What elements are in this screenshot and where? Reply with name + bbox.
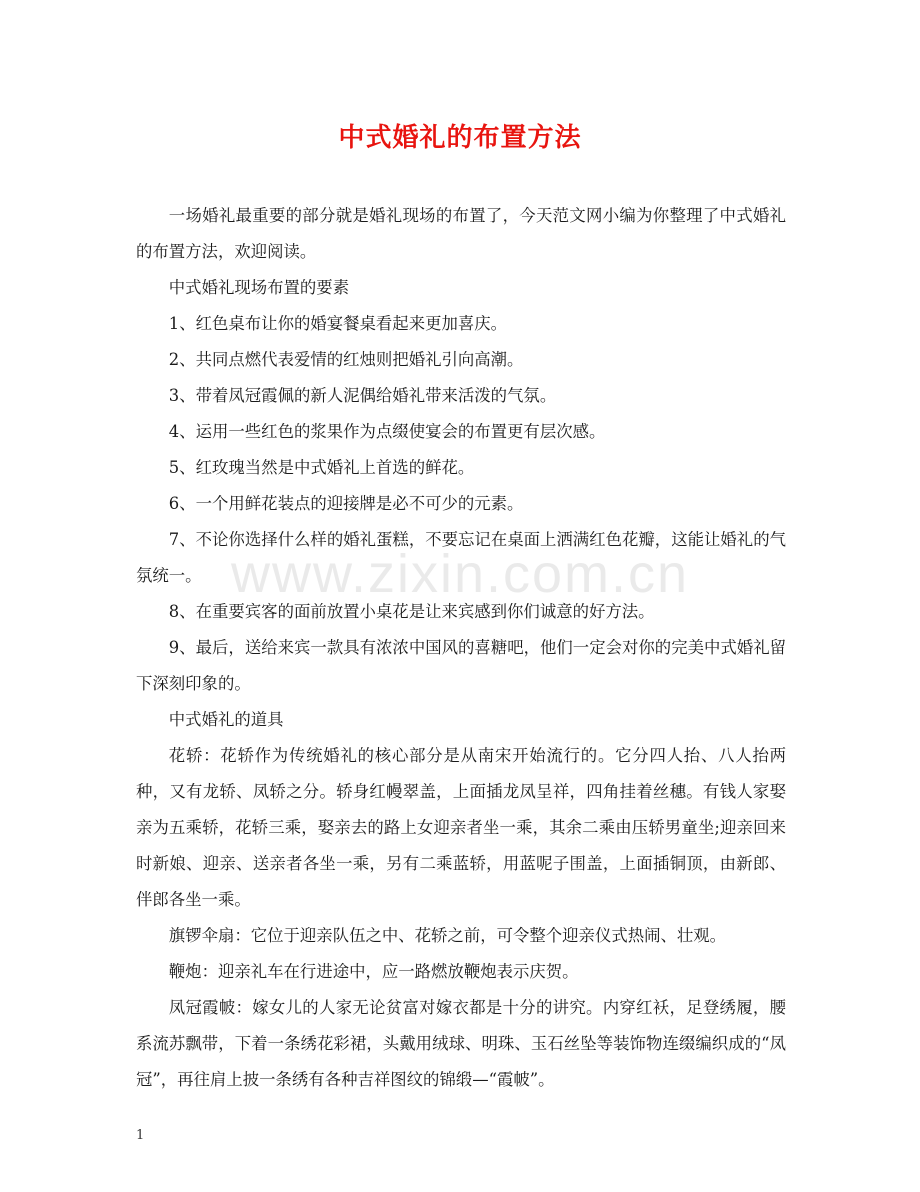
list-item: 7、不论你选择什么样的婚礼蛋糕，不要忘记在桌面上洒满红色花瓣，这能让婚礼的气氛统一。 [136, 530, 786, 585]
list-item: 3、带着凤冠霞佩的新人泥偶给婚礼带来活泼的气氛。 [168, 386, 557, 405]
paragraph-sedan-chair: 花轿：花轿作为传统婚礼的核心部分是从南宋开始流行的。它分四人抬、八人抬两种，又有龙轿、凤轿之分。轿身红幔翠盖，上面插龙凤呈祥，四角挂着丝穗。有钱人家娶亲为五乘轿，花轿三乘，娶亲去的路上女迎亲者坐一乘，其余二乘由压轿男童坐;迎亲回来时新娘、迎亲、送亲者各坐一乘，另有二乘蓝轿，用蓝呢子围盖，上面插铜顶，由新郎、伴郎各坐一乘。 [136, 746, 786, 909]
list-item: 8、在重要宾客的面前放置小桌花是让来宾感到你们诚意的好方法。 [168, 602, 655, 621]
section-heading-elements: 中式婚礼现场布置的要素 [168, 278, 350, 297]
list-item: 5、红玫瑰当然是中式婚礼上首选的鲜花。 [168, 458, 475, 477]
watermark: www.zixin.com.cn [230, 544, 690, 604]
list-item: 6、一个用鲜花装点的迎接牌是必不可少的元素。 [168, 494, 524, 513]
page-number: 1 [136, 1128, 145, 1143]
document-title: 中式婚礼的布置方法 [338, 123, 582, 153]
list-item: 9、最后，送给来宾一款具有浓浓中国风的喜糖吧，他们一定会对你的完美中式婚礼留下深刻印象的。 [136, 638, 786, 693]
document-body [136, 198, 786, 1098]
list-item: 4、运用一些红色的浆果作为点缀使宴会的布置更有层次感。 [168, 422, 606, 441]
paragraph-firecrackers: 鞭炮：迎亲礼车在行进途中，应一路燃放鞭炮表示庆贺。 [168, 962, 579, 981]
section-heading-props: 中式婚礼的道具 [168, 710, 284, 729]
paragraph-intro: 一场婚礼最重要的部分就是婚礼现场的布置了，今天范文网小编为你整理了中式婚礼的布置方法，欢迎阅读。 [136, 206, 786, 261]
paragraph-phoenix-crown: 凤冠霞帔：嫁女儿的人家无论贫富对嫁衣都是十分的讲究。内穿红袄，足登绣履，腰系流苏飘带，下着一条绣花彩裙，头戴用绒球、明珠、玉石丝坠等装饰物连缀编织成的“凤冠”，再往肩上披一条绣有各种吉祥图纹的锦缎—“霞帔”。 [136, 998, 786, 1089]
list-item: 1、红色桌布让你的婚宴餐桌看起来更加喜庆。 [168, 314, 508, 333]
paragraph-flags-gongs: 旗锣伞扇：它位于迎亲队伍之中、花轿之前，可令整个迎亲仪式热闹、壮观。 [168, 926, 727, 945]
list-item: 2、共同点燃代表爱情的红烛则把婚礼引向高潮。 [168, 350, 524, 369]
